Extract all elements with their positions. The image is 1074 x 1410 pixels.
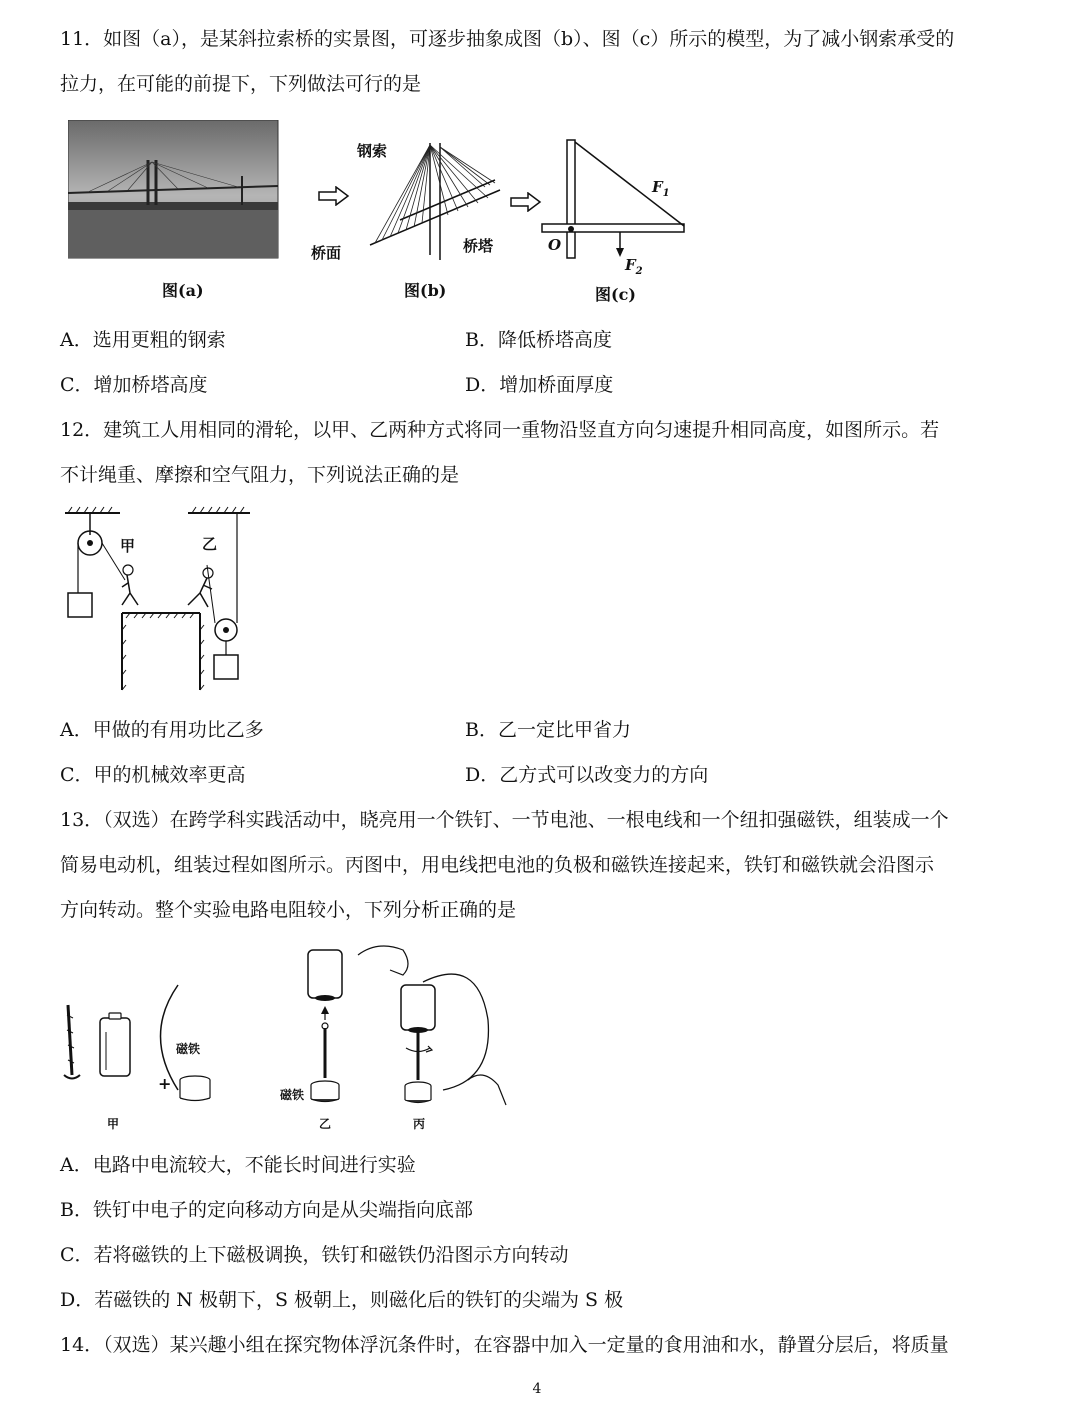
q13-option-a[interactable]: A．电路中电流较大，不能长时间进行实验 <box>60 1154 416 1176</box>
bridge-photo <box>68 120 280 260</box>
label-F1: $F_1$ <box>652 178 670 199</box>
plus-sign: + <box>158 1074 172 1093</box>
fig-b-caption: 图(b) <box>404 281 447 300</box>
q12-option-b[interactable]: B．乙一定比甲省力 <box>465 719 631 741</box>
arrow-right-icon <box>510 192 542 212</box>
pulley-diagram <box>60 505 260 695</box>
label-jia: 甲 <box>120 537 136 555</box>
caption-bing: 丙 <box>413 1117 426 1131</box>
q13-option-c[interactable]: C．若将磁铁的上下磁极调换，铁钉和磁铁仍沿图示方向转动 <box>60 1244 569 1266</box>
lever-model <box>540 138 690 273</box>
fig-a-caption: 图(a) <box>162 281 204 300</box>
label-F2: $F_2$ <box>625 256 643 277</box>
q11-option-d[interactable]: D．增加桥面厚度 <box>465 374 614 396</box>
label-O: O <box>548 236 562 254</box>
q12-option-a[interactable]: A．甲做的有用功比乙多 <box>60 719 264 741</box>
caption-yi: 乙 <box>319 1117 332 1131</box>
q11-option-b[interactable]: B．降低桥塔高度 <box>465 329 612 351</box>
q11-stem-line2: 拉力，在可能的前提下，下列做法可行的是 <box>60 73 422 95</box>
q13-option-d[interactable]: D．若磁铁的 N 极朝下，S 极朝上，则磁化后的铁钉的尖端为 S 极 <box>60 1289 624 1311</box>
label-magnet-yi: 磁铁 <box>280 1088 305 1102</box>
q11-option-a[interactable]: A．选用更粗的钢索 <box>60 329 226 351</box>
label-tower: 桥塔 <box>463 237 494 255</box>
q13-stem-line3: 方向转动。整个实验电路电阻较小，下列分析正确的是 <box>60 899 517 921</box>
q14-stem-line1: 14．（双选）某兴趣小组在探究物体浮沉条件时，在容器中加入一定量的食用油和水，静置分层后，将质量 <box>60 1334 949 1356</box>
q13-stem-line1: 13．（双选）在跨学科实践活动中，晓亮用一个铁钉、一节电池、一根电线和一个纽扣强磁铁，组装成一个 <box>60 809 949 831</box>
q11-option-c[interactable]: C．增加桥塔高度 <box>60 374 208 396</box>
q12-option-d[interactable]: D．乙方式可以改变力的方向 <box>465 764 709 786</box>
q12-stem-line2: 不计绳重、摩擦和空气阻力，下列说法正确的是 <box>60 464 460 486</box>
label-yi: 乙 <box>202 535 218 553</box>
caption-jia: 甲 <box>107 1117 120 1131</box>
page-number: 4 <box>532 1381 542 1397</box>
label-cable: 钢索 <box>357 142 388 160</box>
fig-c-caption: 图(c) <box>595 285 636 304</box>
label-deck: 桥面 <box>311 244 342 262</box>
q13-stem-line2: 简易电动机，组装过程如图所示。丙图中，用电线把电池的负极和磁铁连接起来，铁钉和磁铁就会沿图示 <box>60 854 935 876</box>
q13-option-b[interactable]: B．铁钉中电子的定向移动方向是从尖端指向底部 <box>60 1199 473 1221</box>
label-magnet-jia: 磁铁 <box>176 1042 201 1056</box>
q12-option-c[interactable]: C．甲的机械效率更高 <box>60 764 246 786</box>
q12-stem-line1: 12．建筑工人用相同的滑轮，以甲、乙两种方式将同一重物沿竖直方向匀速提升相同高度，如图所示。若 <box>60 419 940 441</box>
q11-stem-line1: 11．如图（a），是某斜拉索桥的实景图，可逐步抽象成图（b）、图（c）所示的模型，为了减小钢索承受的 <box>60 28 955 50</box>
